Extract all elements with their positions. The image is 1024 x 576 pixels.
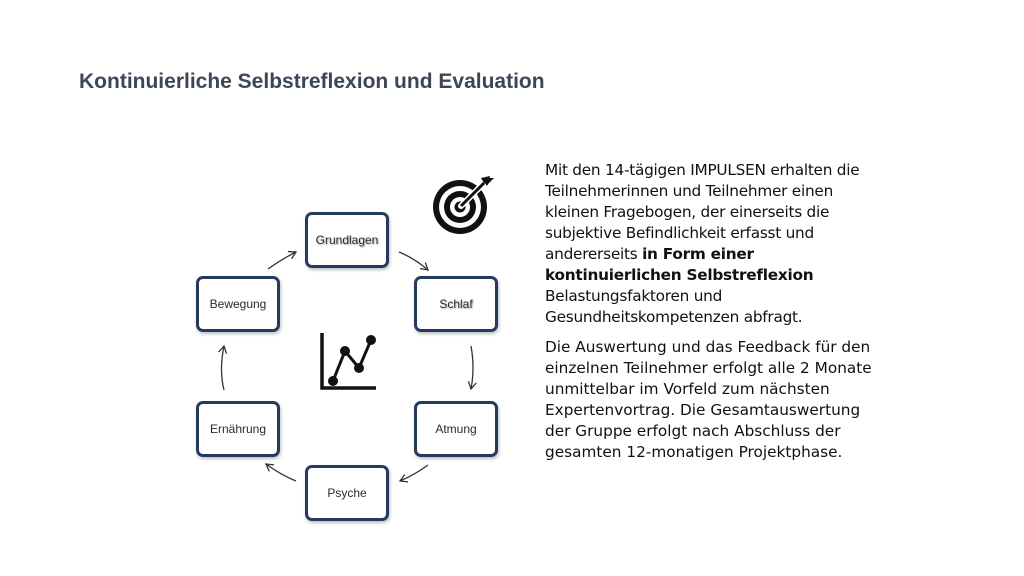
cycle-arrow-ernaehrung-bewegung (222, 346, 225, 390)
description-text (545, 160, 875, 472)
target-icon (433, 176, 494, 234)
cycle-node-ernaehrung: Ernährung (196, 401, 280, 457)
cycle-arrow-atmung-psyche (400, 465, 428, 481)
cycle-node-psyche: Psyche (305, 465, 389, 521)
cycle-node-schlaf: Schlaf (414, 276, 498, 332)
cycle-arrow-psyche-ernaehrung (266, 464, 296, 481)
p1-text-start: Mit den 14-tägigen IMPULSEN erhalten die Teilnehmerinnen und Teilnehmer einen kleinen Fragebogen, der einerseits die subjektive Befindlichkeit erfasst und andererseits (545, 161, 860, 263)
cycle-arrow-grundlagen-schlaf (399, 252, 428, 270)
description-paragraph-1 (545, 160, 875, 328)
description-paragraph-2: Die Auswertung und das Feedback für den einzelnen Teilnehmer erfolgt alle 2 Monate unmittelbar im Vorfeld zum nächsten Expertenvortrag. Die Gesamtauswertung der Gruppe erfolgt nach Abschluss der gesamten 12-monatigen Projektphase. (545, 338, 872, 461)
p1-text-end: Belastungsfaktoren und Gesundheitskompetenzen abfragt. (545, 287, 803, 326)
cycle-node-atmung: Atmung (414, 401, 498, 457)
line-chart-icon (322, 333, 376, 388)
slide-title: Kontinuierliche Selbstreflexion und Evaluation (79, 70, 545, 93)
p1-text-bold: in Form einer kontinuierlichen Selbstreflexion (545, 245, 814, 284)
cycle-arrow-bewegung-grundlagen (268, 252, 296, 269)
cycle-node-bewegung: Bewegung (196, 276, 280, 332)
cycle-arrow-schlaf-atmung (471, 346, 473, 389)
cycle-node-grundlagen: Grundlagen (305, 212, 389, 268)
